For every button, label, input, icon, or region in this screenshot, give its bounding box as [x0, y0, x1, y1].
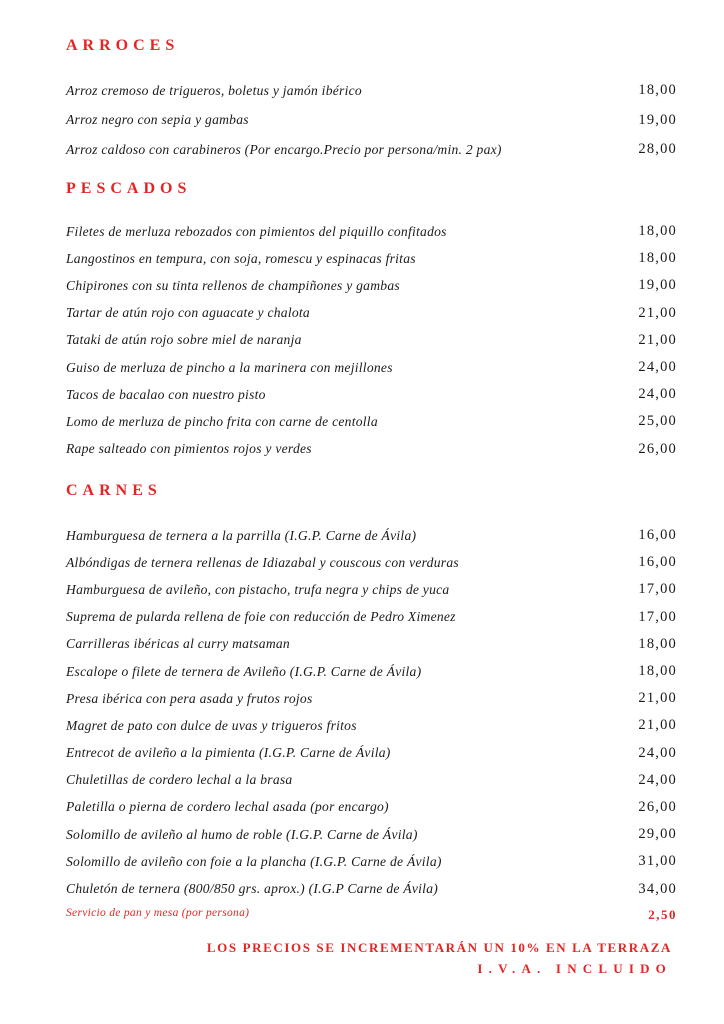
- pescados-list: [66, 218, 677, 463]
- menu-item-price: 24,00: [638, 744, 677, 761]
- menu-item-price: 18,00: [638, 663, 677, 680]
- menu-item-price: 17,00: [638, 581, 677, 598]
- bread-service-row: [66, 907, 677, 923]
- menu-item: [66, 135, 677, 165]
- menu-item-name: Langostinos en tempura, con soja, romescu y espinacas fritas: [66, 250, 416, 266]
- menu-item-price: 18,00: [638, 223, 677, 240]
- menu-item: [66, 658, 677, 685]
- section-title-arroces: ARROCES: [66, 37, 180, 54]
- terrace-surcharge-notice: LOS PRECIOS SE INCREMENTARÁN UN 10% EN LA TERRAZA: [206, 940, 672, 955]
- menu-item: [66, 767, 677, 794]
- menu-item-name: Solomillo de avileño con foie a la plancha (I.G.P. Carne de Ávila): [66, 853, 442, 869]
- menu-item: [66, 631, 677, 658]
- menu-item-price: 21,00: [638, 331, 677, 348]
- menu-item-name: Tataki de atún rojo sobre miel de naranja: [66, 332, 302, 348]
- menu-item-name: Arroz caldoso con carabineros (Por encargo.Precio por persona/min. 2 pax): [66, 141, 502, 157]
- menu-item-name: Presa ibérica con pera asada y frutos rojos: [66, 690, 313, 706]
- menu-item-name: Arroz cremoso de trigueros, boletus y jamón ibérico: [66, 82, 362, 98]
- menu-item-name: Filetes de merluza rebozados con pimientos del piquillo confitados: [66, 223, 447, 239]
- menu-item-name: Entrecot de avileño a la pimienta (I.G.P. Carne de Ávila): [66, 745, 391, 761]
- menu-item-price: 29,00: [638, 826, 677, 843]
- menu-item-price: 18,00: [638, 635, 677, 652]
- menu-item-price: 26,00: [638, 440, 677, 457]
- menu-item: [66, 794, 677, 821]
- menu-item: [66, 354, 677, 381]
- menu-item: [66, 76, 677, 106]
- menu-item-price: 16,00: [638, 527, 677, 544]
- menu-item: [66, 740, 677, 767]
- carnes-list: [66, 522, 677, 903]
- menu-item-price: 17,00: [638, 608, 677, 625]
- menu-item-price: 21,00: [638, 304, 677, 321]
- menu-item: [66, 300, 677, 327]
- menu-item-name: Chuletillas de cordero lechal a la brasa: [66, 772, 293, 788]
- menu-item-name: Carrilleras ibéricas al curry matsaman: [66, 636, 290, 652]
- menu-item-price: 34,00: [638, 880, 677, 897]
- menu-item-name: Rape salteado con pimientos rojos y verdes: [66, 441, 312, 457]
- menu-item: [66, 712, 677, 739]
- menu-item-price: 19,00: [638, 111, 677, 128]
- menu-item-price: 25,00: [638, 413, 677, 430]
- menu-item: [66, 576, 677, 603]
- menu-item-name: Tartar de atún rojo con aguacate y chalota: [66, 305, 310, 321]
- menu-item: [66, 685, 677, 712]
- section-title-pescados: PESCADOS: [66, 180, 192, 197]
- menu-item-name: Arroz negro con sepia y gambas: [66, 112, 249, 128]
- menu-item-name: Hamburguesa de ternera a la parrilla (I.G.P. Carne de Ávila): [66, 527, 417, 543]
- menu-item-name: Lomo de merluza de pincho frita con carne de centolla: [66, 413, 378, 429]
- menu-item-name: Suprema de pularda rellena de foie con reducción de Pedro Ximenez: [66, 609, 456, 625]
- menu-item: [66, 848, 677, 875]
- menu-item: [66, 875, 677, 902]
- menu-item: [66, 821, 677, 848]
- menu-item-price: 19,00: [638, 277, 677, 294]
- menu-item-name: Albóndigas de ternera rellenas de Idiazabal y couscous con verduras: [66, 554, 459, 570]
- menu-item: [66, 218, 677, 245]
- menu-item: [66, 245, 677, 272]
- section-title-carnes: CARNES: [66, 482, 162, 499]
- menu-item-price: 18,00: [638, 250, 677, 267]
- menu-item: [66, 272, 677, 299]
- vat-included-notice: I.V.A. INCLUIDO: [477, 961, 672, 976]
- menu-item: [66, 381, 677, 408]
- menu-item-price: 16,00: [638, 554, 677, 571]
- menu-item-price: 21,00: [638, 690, 677, 707]
- menu-item-name: Chuletón de ternera (800/850 grs. aprox.) (I.G.P Carne de Ávila): [66, 881, 439, 897]
- menu-item: [66, 549, 677, 576]
- menu-item: [66, 522, 677, 549]
- menu-item: [66, 436, 677, 463]
- menu-item-price: 21,00: [638, 717, 677, 734]
- menu-item-name: Chipirones con su tinta rellenos de champiñones y gambas: [66, 277, 400, 293]
- menu-item-name: Magret de pato con dulce de uvas y trigueros fritos: [66, 717, 357, 733]
- menu-item-name: Guiso de merluza de pincho a la marinera con mejillones: [66, 359, 393, 375]
- menu-item-price: 26,00: [638, 798, 677, 815]
- menu-item-price: 24,00: [638, 771, 677, 788]
- menu-item-name: Hamburguesa de avileño, con pistacho, trufa negra y chips de yuca: [66, 581, 450, 597]
- menu-item-price: 31,00: [638, 853, 677, 870]
- menu-item-price: 24,00: [638, 359, 677, 376]
- menu-item: [66, 604, 677, 631]
- menu-item: [66, 327, 677, 354]
- menu-item-price: 28,00: [638, 141, 677, 158]
- menu-item-name: Solomillo de avileño al humo de roble (I.G.P. Carne de Ávila): [66, 826, 418, 842]
- menu-item-price: 24,00: [638, 386, 677, 403]
- menu-item-name: Escalope o filete de ternera de Avileño (I.G.P. Carne de Ávila): [66, 663, 422, 679]
- bread-service-price: 2,50: [648, 907, 677, 922]
- menu-item-price: 18,00: [638, 82, 677, 99]
- bread-service-label: Servicio de pan y mesa (por persona): [66, 907, 250, 919]
- arroces-list: [66, 76, 677, 165]
- menu-item: [66, 408, 677, 435]
- menu-item-name: Paletilla o pierna de cordero lechal asada (por encargo): [66, 799, 389, 815]
- menu-item: [66, 106, 677, 136]
- menu-item-name: Tacos de bacalao con nuestro pisto: [66, 386, 266, 402]
